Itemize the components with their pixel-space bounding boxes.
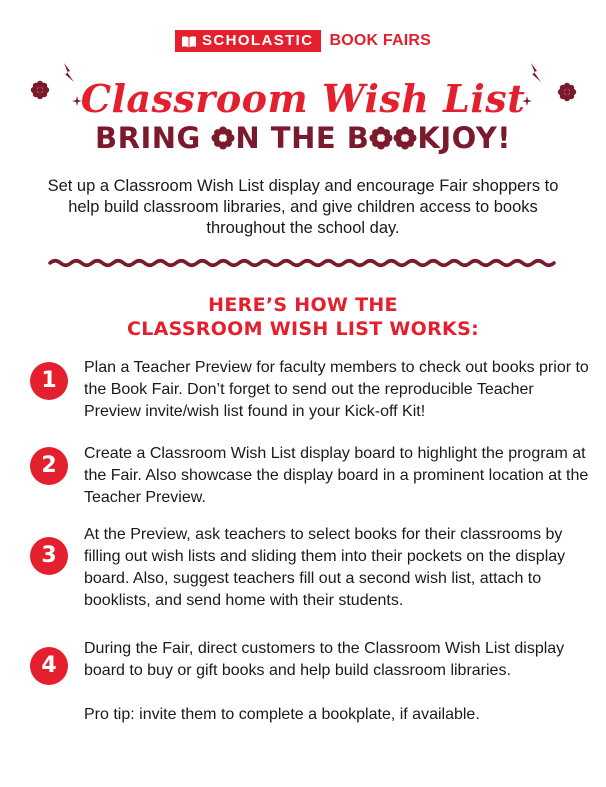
step-text: Create a Classroom Wish List display board to highlight the program at the Fair. Also showcase the display board in a prominent location at the Teacher Preview. [84,445,589,506]
slogan-part: BRING [95,121,212,155]
flower-icon [211,126,235,150]
slogan [0,121,606,155]
brand-name: SCHOLASTIC [201,32,314,49]
step-text: At the Preview, ask teachers to select books for their classrooms by filling out wish lists and sliding them into their pockets on the display board. Also, suggest teachers fill out a second wish list, attach to booklists, and send home with their students. [84,526,566,609]
slogan-part: N THE B [235,121,370,155]
scholastic-badge [175,30,322,52]
pro-tip-text: Pro tip: invite them to complete a bookplate, if available. [84,706,480,723]
step-item [30,525,590,615]
section-title-line: HERE’S HOW THE [208,294,398,316]
step-number-badge: 3 [30,537,68,575]
step-item [30,639,590,729]
brand-logo [0,30,606,52]
flower-icon [369,126,393,150]
slogan-part: JOY! [440,121,511,155]
section-title-line: CLASSROOM WISH LIST WORKS: [127,318,479,340]
step-text: Plan a Teacher Preview for faculty members to check out books prior to the Book Fair. Don’t forget to send out the reproducible Teacher Preview invite/wish list found in your Kick-off Kit! [84,359,589,420]
step-item [30,358,590,424]
intro-paragraph: Set up a Classroom Wish List display and encourage Fair shoppers to help build classroom libraries, and give children access to books throughout the school day. [47,177,559,237]
slogan-part: K [417,121,441,155]
step-number-badge: 1 [30,362,68,400]
step-number-badge: 2 [30,447,68,485]
brand-product: BOOK FAIRS [329,32,432,49]
flower-icon [393,126,417,150]
step-text: During the Fair, direct customers to the Classroom Wish List display board to buy or gift books and help build classroom libraries. [84,640,565,679]
wave-divider [48,256,558,270]
section-title [0,293,606,341]
step-item [30,444,590,510]
step-number-badge: 4 [30,647,68,685]
book-icon [181,35,197,48]
script-title: Classroom Wish List [80,76,526,121]
